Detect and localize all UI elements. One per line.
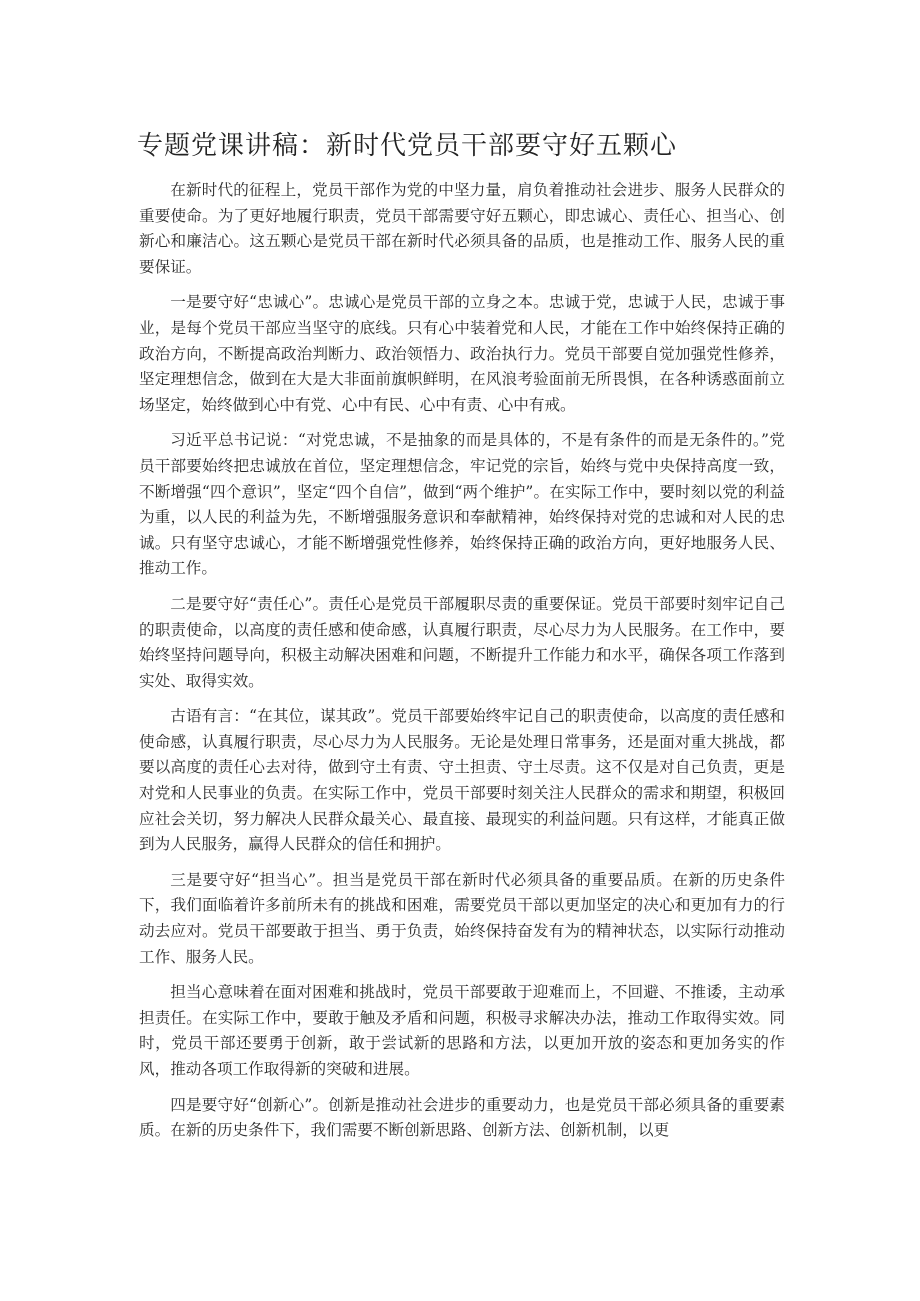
paragraph-intro: 在新时代的征程上，党员干部作为党的中坚力量，肩负着推动社会进步、服务人民群众的重要使命。为了更好地履行职责，党员干部需要守好五颗心，即忠诚心、责任心、担当心、创新心和廉洁心。这五颗心是党员干部在新时代必须具备的品质，也是推动工作、服务人民的重要保证。: [139, 181, 785, 276]
paragraph-commitment-detail: 担当心意味着在面对困难和挑战时，党员干部要敢于迎难而上，不回避、不推诿，主动承担责任。在实际工作中，要敢于触及矛盾和问题，积极寻求解决办法，推动工作取得实效。同时，党员干部还要勇于创新，敢于尝试新的思路和方法，以更加开放的姿态和更加务实的作风，推动各项工作取得新的突破和进展。: [139, 983, 785, 1078]
paragraph-responsibility: 二是要守好“责任心”。责任心是党员干部履职尽责的重要保证。党员干部要时刻牢记自己的职责使命，以高度的责任感和使命感，认真履行职责，尽心尽力为人民服务。在工作中，要始终坚持问题导向，积极主动解决困难和问题，不断提升工作能力和水平，确保各项工作落到实处、取得实效。: [139, 594, 785, 690]
paragraph-loyalty: 一是要守好“忠诚心”。忠诚心是党员干部的立身之本。忠诚于党，忠诚于人民，忠诚于事业，是每个党员干部应当坚守的底线。只有心中装着党和人民，才能在工作中始终保持正确的政治方向，不断提高政治判断力、政治领悟力、政治执行力。党员干部要自觉加强党性修养，坚定理想信念，做到在大是大非面前旗帜鲜明，在风浪考验面前无所畏惧，在各种诱惑面前立场坚定，始终做到心中有党、心中有民、心中有责、心中有戒。: [139, 293, 785, 414]
paragraph-loyalty-quote: 习近平总书记说：“对党忠诚，不是抽象的而是具体的，不是有条件的而是无条件的。”党员干部要始终把忠诚放在首位，坚定理想信念，牢记党的宗旨，始终与党中央保持高度一致，不断增强“四个意识”，坚定“四个自信”，做到“两个维护”。在实际工作中，要时刻以党的利益为重，以人民的利益为先，不断增强服务意识和奉献精神，始终保持对党的忠诚和对人民的忠诚。只有坚守忠诚心，才能不断增强党性修养，始终保持正确的政治方向，更好地服务人民、推动工作。: [139, 431, 785, 578]
document-title: 专题党课讲稿：新时代党员干部要守好五颗心: [137, 131, 678, 161]
paragraph-responsibility-quote: 古语有言：“在其位，谋其政”。党员干部要始终牢记自己的职责使命，以高度的责任感和使命感，认真履行职责，尽心尽力为人民服务。无论是处理日常事务，还是面对重大挑战，都要以高度的责任心去对待，做到守土有责、守土担责、守土尽责。这不仅是对自己负责，更是对党和人民事业的负责。在实际工作中，党员干部要时刻关注人民群众的需求和期望，积极回应社会关切，努力解决人民群众最关心、最直接、最现实的利益问题。只有这样，才能真正做到为人民服务，赢得人民群众的信任和拥护。: [139, 707, 785, 854]
document-body: [139, 178, 785, 1154]
paragraph-innovation: 四是要守好“创新心”。创新是推动社会进步的重要动力，也是党员干部必须具备的重要素质。在新的历史条件下，我们需要不断创新思路、创新方法、创新机制，以更: [139, 1095, 785, 1140]
paragraph-commitment: 三是要守好“担当心”。担当是党员干部在新时代必须具备的重要品质。在新的历史条件下，我们面临着许多前所未有的挑战和困难，需要党员干部以更加坚定的决心和更加有力的行动去应对。党员干部要敢于担当、勇于负责，始终保持奋发有为的精神状态，以实际行动推动工作、服务人民。: [139, 870, 785, 966]
